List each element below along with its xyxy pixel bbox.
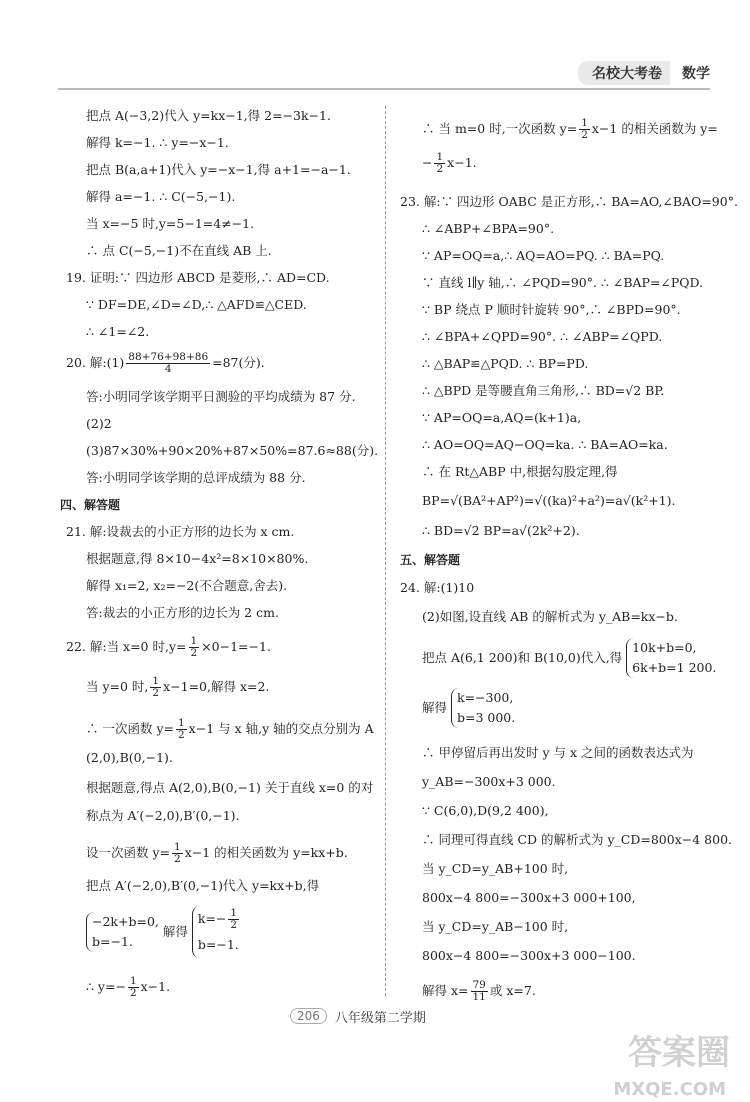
fraction — [176, 718, 187, 741]
frac-bottom: 2 — [177, 729, 185, 741]
text-line: ∴ △BAP≌△PQD. ∴ BP=PD. — [422, 356, 589, 371]
text-line: (3)87×30%+90×20%+87×50%=87.6≈88(分). — [86, 443, 379, 458]
page-footer — [290, 1005, 490, 1027]
column-divider — [385, 106, 386, 996]
text-line: 把点 A′(−2,0),B′(0,−1)代入 y=kx+b,得 — [86, 878, 320, 893]
text-line: ∴ 点 C(−5,−1)不在直线 AB 上. — [86, 243, 272, 258]
brand-title: 名校大考卷 — [578, 61, 670, 85]
text: x−1. — [140, 979, 171, 994]
q24-line: 24. 解:(1)10 — [400, 580, 475, 595]
page-header — [578, 62, 710, 84]
section-heading: 四、解答题 — [60, 498, 121, 512]
text-line: 解得 a=−1. ∴ C(−5,−1). — [86, 189, 236, 204]
frac-top: 1 — [152, 675, 160, 687]
text: ×0−1=−1. — [201, 639, 271, 654]
equation-system — [422, 688, 515, 728]
text-line: 答:小明同学该学期平日测验的平均成绩为 87 分. — [86, 389, 356, 404]
frac-bottom: 2 — [230, 919, 238, 931]
fraction — [189, 636, 200, 659]
fraction — [172, 842, 183, 865]
frac-bottom: 2 — [129, 987, 137, 999]
text-line: ∴ ∠BPA+∠QPD=90°. ∴ ∠ABP=∠QPD. — [422, 329, 663, 344]
q20-label: 20. 解:(1) — [66, 355, 125, 370]
watermark-logo: 答案圈 — [628, 1033, 730, 1073]
text-line: (2)如图,设直线 AB 的解析式为 y_AB=kx−b. — [422, 609, 678, 624]
text: x−1=0,解得 x=2. — [163, 679, 270, 694]
fraction — [126, 352, 210, 375]
text-line — [86, 676, 269, 699]
text: 当 y=0 时, — [86, 679, 149, 694]
frac-top: 1 — [174, 841, 181, 853]
text-line: ∴ AO=OQ=AQ−OQ=ka. ∴ BA=AO=ka. — [422, 437, 668, 452]
text-line — [86, 718, 374, 741]
text-line: ∴ △BPD 是等腰直角三角形,∴ BD=√2 BP. — [422, 383, 665, 398]
q19-line: 19. 证明:∵ 四边形 ABCD 是菱形,∴ AD=CD. — [66, 270, 330, 285]
q22-line — [66, 636, 271, 659]
frac-top: 1 — [581, 117, 588, 129]
text: 解得 x= — [422, 983, 469, 998]
text-line — [422, 118, 718, 141]
text-line: 把点 B(a,a+1)代入 y=−x−1,得 a+1=−a−1. — [86, 162, 351, 177]
q20-result: =87(分). — [212, 355, 265, 370]
frac-top: 1 — [177, 717, 185, 729]
frac-bottom: 2 — [436, 163, 444, 175]
eq: k=−300, — [457, 690, 514, 705]
text-line — [422, 980, 536, 1003]
frac-bottom: 2 — [190, 647, 198, 659]
page-number: 206 — [290, 1008, 327, 1024]
fraction — [228, 908, 239, 931]
text-line: 800x−4 800=−300x+3 000−100. — [422, 948, 636, 963]
frac-bottom: 11 — [472, 991, 486, 1003]
eq: b=3 000. — [457, 710, 516, 725]
fraction — [434, 152, 445, 175]
text-line: ∴ ∠ABP+∠BPA=90°. — [422, 221, 555, 236]
system-brace — [626, 638, 716, 678]
fraction — [471, 980, 488, 1003]
watermark-site: MXQE.COM — [613, 1079, 726, 1100]
eq: b=−1. — [197, 937, 239, 952]
text-line — [86, 842, 348, 865]
system-brace — [86, 912, 159, 952]
fraction — [128, 976, 139, 999]
header-rule — [58, 88, 710, 90]
text-line: ∵ AP=OQ=a,AQ=(k+1)a, — [422, 410, 582, 425]
text-line: ∴ 同理可得直线 CD 的解析式为 y_CD=800x−4 800. — [422, 832, 732, 847]
section-heading: 五、解答题 — [400, 553, 461, 567]
text-line: 解得 x₁=2, x₂=−2(不合题意,舍去). — [86, 578, 288, 593]
eq: b=−1. — [92, 934, 133, 949]
system-brace — [192, 906, 241, 958]
text: 或 x=7. — [489, 983, 536, 998]
subject-title: 数学 — [682, 66, 710, 82]
text-line: ∴ 在 Rt△ABP 中,根据勾股定理,得 — [422, 464, 618, 479]
text-line: ∵ AP=OQ=a,∴ AQ=AO=PQ. ∴ BA=PQ. — [422, 248, 665, 263]
text: 解得 — [422, 700, 448, 715]
text-line: ∴ BD=√2 BP=a√(2k²+2). — [422, 523, 580, 538]
text-line: 根据题意,得 8×10−4x²=8×10×80%. — [86, 551, 309, 566]
text-line: ∵ C(6,0),D(9,2 400), — [422, 803, 549, 818]
text-line: (2,0),B(0,−1). — [86, 750, 173, 765]
q21-line: 21. 解:设裁去的小正方形的边长为 x cm. — [66, 524, 295, 539]
text: k=− — [197, 911, 227, 926]
frac-top: 1 — [190, 635, 198, 647]
equation-system — [422, 638, 716, 678]
text-line — [422, 152, 477, 175]
text: 设一次函数 y= — [86, 845, 171, 860]
text: x−1 的相关函数为 y=kx+b. — [184, 845, 348, 860]
eq — [197, 907, 241, 931]
text-line: 称点为 A′(−2,0),B′(0,−1). — [86, 808, 240, 823]
frac-top: 1 — [436, 151, 444, 163]
frac-top: 1 — [129, 975, 137, 987]
frac-bottom: 2 — [152, 687, 160, 699]
text-line: ∵ DF=DE,∠D=∠D,∴ △AFD≌△CED. — [86, 297, 307, 312]
frac-bottom: 4 — [164, 363, 172, 375]
text-line: ∵ BP 绕点 P 顺时针旋转 90°,∴ ∠BPD=90°. — [422, 302, 681, 317]
text-line: 答:小明同学该学期的总评成绩为 88 分. — [86, 470, 306, 485]
text: 22. 解:当 x=0 时,y= — [66, 639, 187, 654]
text-line: 根据题意,得点 A(2,0),B(0,−1) 关于直线 x=0 的对 — [86, 780, 374, 795]
text-line: 答:裁去的小正方形的边长为 2 cm. — [86, 605, 279, 620]
text-line: ∴ ∠1=∠2. — [86, 324, 150, 339]
fraction — [579, 118, 590, 141]
frac-top: 79 — [472, 979, 486, 991]
text: x−1 与 x 轴,y 轴的交点分别为 A — [188, 721, 374, 736]
system-brace — [451, 688, 515, 728]
eq: 10k+b=0, — [632, 640, 697, 655]
text: ∴ 当 m=0 时,一次函数 y= — [422, 121, 578, 136]
frac-top: 1 — [230, 907, 238, 919]
fraction — [150, 676, 161, 699]
text-line: 把点 A(−3,2)代入 y=kx−1,得 2=−3k−1. — [86, 108, 331, 123]
eq: 6k+b=1 200. — [632, 660, 717, 675]
text-line: ∴ 甲停留后再出发时 y 与 x 之间的函数表达式为 — [422, 745, 694, 760]
text: 解得 — [162, 924, 188, 939]
text-line: 当 x=−5 时,y=5−1=4≠−1. — [86, 216, 255, 231]
text-line: (2)2 — [86, 416, 112, 431]
text: x−1. — [447, 155, 477, 170]
eq: −2k+b=0, — [92, 914, 159, 929]
frac-bottom: 2 — [174, 853, 181, 865]
text-line: y_AB=−300x+3 000. — [422, 774, 556, 789]
text-line: 解得 k=−1. ∴ y=−x−1. — [86, 135, 229, 150]
text: x−1 的相关函数为 y= — [591, 121, 718, 136]
frac-bottom: 2 — [581, 129, 588, 141]
text-line: 当 y_CD=y_AB+100 时, — [422, 861, 569, 876]
text-line — [86, 976, 170, 999]
q23-line: 23. 解:∵ 四边形 OABC 是正方形,∴ BA=AO,∠BAO=90°. — [400, 194, 738, 209]
text: 把点 A(6,1 200)和 B(10,0)代入,得 — [422, 650, 623, 665]
frac-top: 88+76+98+86 — [128, 351, 209, 363]
text-line: BP=√(BA²+AP²)=√((ka)²+a²)=a√(k²+1). — [422, 493, 676, 508]
text: ∴ y=− — [86, 979, 126, 994]
q20-line — [66, 352, 265, 375]
text-line: 当 y_CD=y_AB−100 时, — [422, 919, 569, 934]
text: ∴ 一次函数 y= — [86, 721, 174, 736]
footer-term: 八年级第二学期 — [334, 1010, 426, 1026]
text-line: 800x−4 800=−300x+3 000+100, — [422, 890, 636, 905]
text: − — [422, 155, 433, 170]
equation-system — [86, 906, 241, 958]
text-line: ∵ 直线 l∥y 轴,∴ ∠PQD=90°. ∴ ∠BAP=∠PQD. — [422, 275, 704, 290]
